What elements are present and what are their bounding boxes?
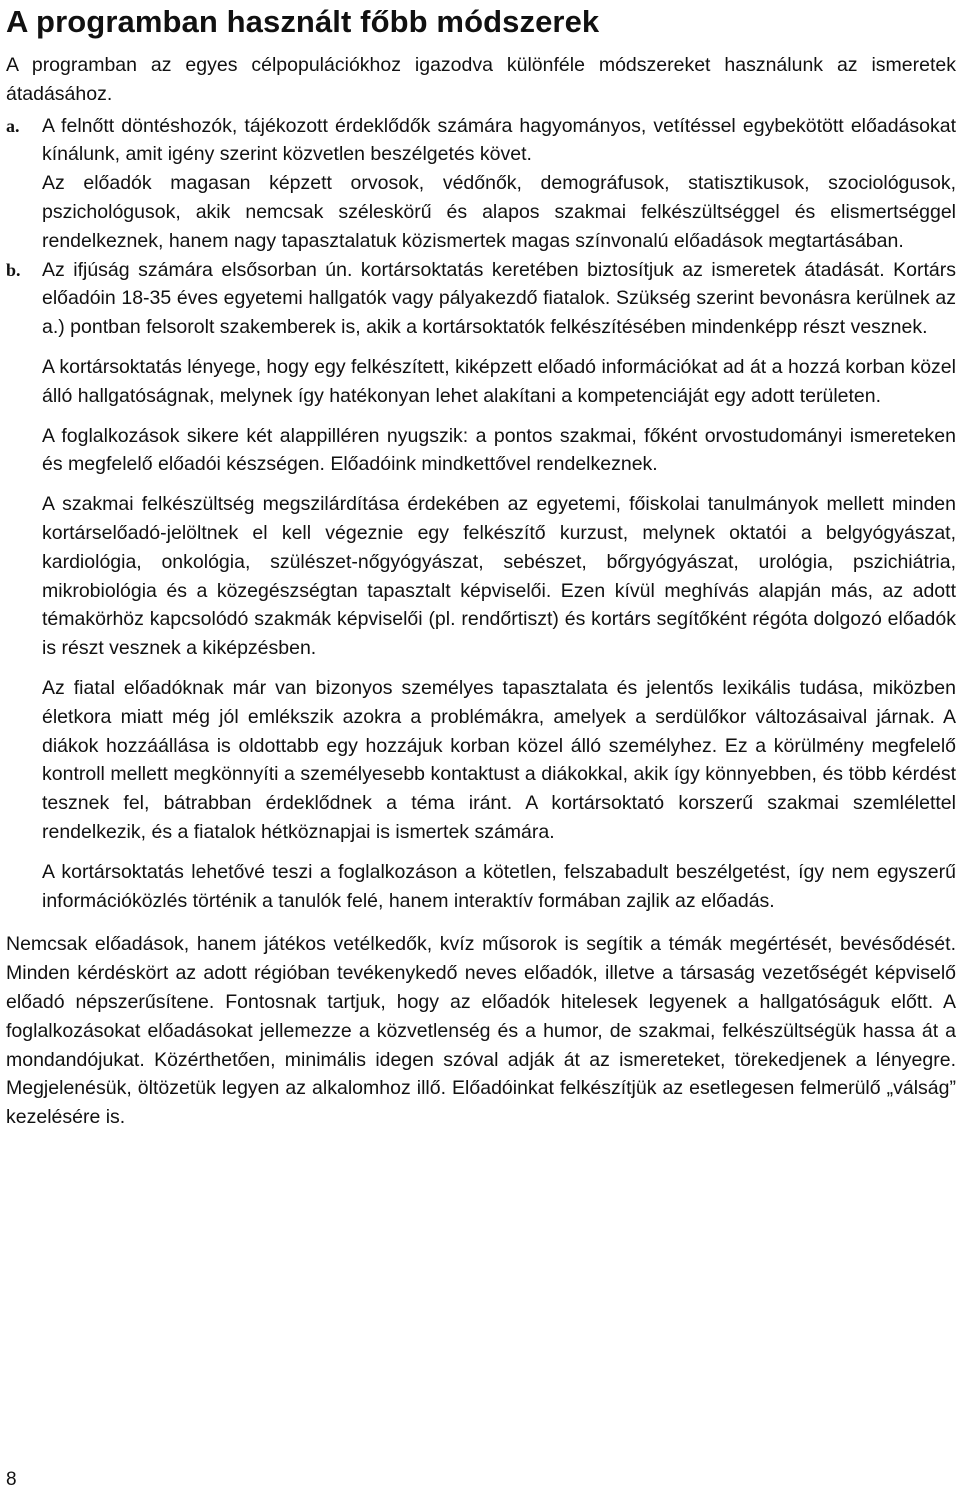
list-item-b-paragraph-1: Az ifjúság számára elsősorban ún. kortársoktatás keretében biztosítjuk az ismeretek átadását. Kortárs előadóin 18-35 éves egyetemi hallgatók vagy pályakezdő fiatalok. Szükség szerint bevonásra kerülnek az a.) pontban felsorolt szakemberek is, akik a kortársoktatók felkészítésében mindenképp részt vesznek. [42,258,956,339]
informal-discussion-paragraph: A kortársoktatás lehetővé teszi a foglalkozáson a kötetlen, felszabadult beszélgetést, így nem egyszerű információközlés történik a tanulók felé, hanem interaktív formában zajlik az előadás. [42,860,956,912]
closing-paragraph: Nemcsak előadások, hanem játékos vetélkedők, kvíz műsorok is segítik a témák megértését, bevésődését. Minden kérdéskört az adott régióban tevékenykedő neves előadók, illetve a társaság vezetőségét képviselő előadó népszerűsítene. Fontosnak tartjuk, hogy az előadók hitelesek legyenek a hallgatóságuk előtt. A foglalkozásokat előadásokat jellemezze a közvetlenség és a humor, de szakmai, felkészültségük hassa át a mondandójukat. Közérthetően, minimális idegen szóval adják át az ismereteket, törekedjenek a lényegre. Megjelenésük, öltözetük legyen az alkalomhoz illő. Előadóinkat felkészítjük az esetlegesen felmerülő „válság” kezelésére is. [6,933,956,1129]
list-item-b [6,256,956,342]
peer-education-essence-paragraph: A kortársoktatás lényege, hogy egy felkészített, kiképzett előadó információkat ad át a hozzá korban közel álló hallgatóságnak, melynek így hatékonyan lehet alakítani a kompetenciáját egy adott területen. [42,355,956,407]
young-presenters-paragraph: Az fiatal előadóknak már van bizonyos személyes tapasztalata és jelentős lexikális tudása, miközben életkora miatt még jól emlékszik azokra a problémákra, amelyek a serdülőkor változásaival járnak. A diákok hozzáállása is oldottabb egy hozzájuk korban közel álló személyhez. Ez a körülmény megfelelő kontroll mellett megkönnyíti a személyesebb kontaktust a diákokkal, akik így könnyebben, és több kérdést tesznek fel, bátrabban érdeklődnek a téma iránt. A kortársoktató korszerű szakmai szemlélettel rendelkezik, és a fiatalok hétköznapjai is ismertek számára. [42,676,956,843]
section-heading: A programban használt főbb módszerek [6,4,600,39]
list-item-a-paragraph-2: Az előadók magasan képzett orvosok, védőnők, demográfusok, statisztikusok, szociológusok, pszichológusok, akik nemcsak széleskörű és alapos szakmai felkészültséggel és elismertséggel rendelkeznek, hanem nagy tapasztalatuk közismertek magas színvonalú előadások megtartásában. [42,172,956,252]
list-item-a-paragraph-1: A felnőtt döntéshozók, tájékozott érdeklődők számára hagyományos, vetítéssel egybekötött előadásokat kínálunk, amit igény szerint közvetlen beszélgetés követ. [42,114,956,166]
intro-paragraph: A programban az egyes célpopulációkhoz igazodva különféle módszereket használunk az ismeretek átadásához. [6,54,956,105]
list-marker-b: b. [6,259,21,280]
list-item-a [6,112,956,256]
page-number: 8 [6,1469,17,1490]
professional-training-paragraph: A szakmai felkészültség megszilárdítása érdekében az egyetemi, főiskolai tanulmányok mellett minden kortárselőadó-jelöltnek el kell végeznie egy felkészítő kurzust, melynek oktatói a belgyógyászat, kardiológia, onkológia, szülészet-nőgyógyászat, sebészet, bőrgyógyászat, urológia, pszichiátria, mikrobiológia és a közegészségtan tapasztalt képviselői. Ezen kívül meghívás alapján más, az adott témakörhöz kapcsolódó szakmák képviselői (pl. rendőrtiszt) és kortárs segítőként régóta dolgozó előadók is részt vesznek a kiképzésben. [42,493,956,660]
success-pillars-paragraph: A foglalkozások sikere két alappilléren nyugszik: a pontos szakmai, főként orvostudományi ismereteken és megfelelő előadói készségen. Előadóink mindkettővel rendelkeznek. [42,424,956,476]
list-marker-a: a. [6,115,20,136]
